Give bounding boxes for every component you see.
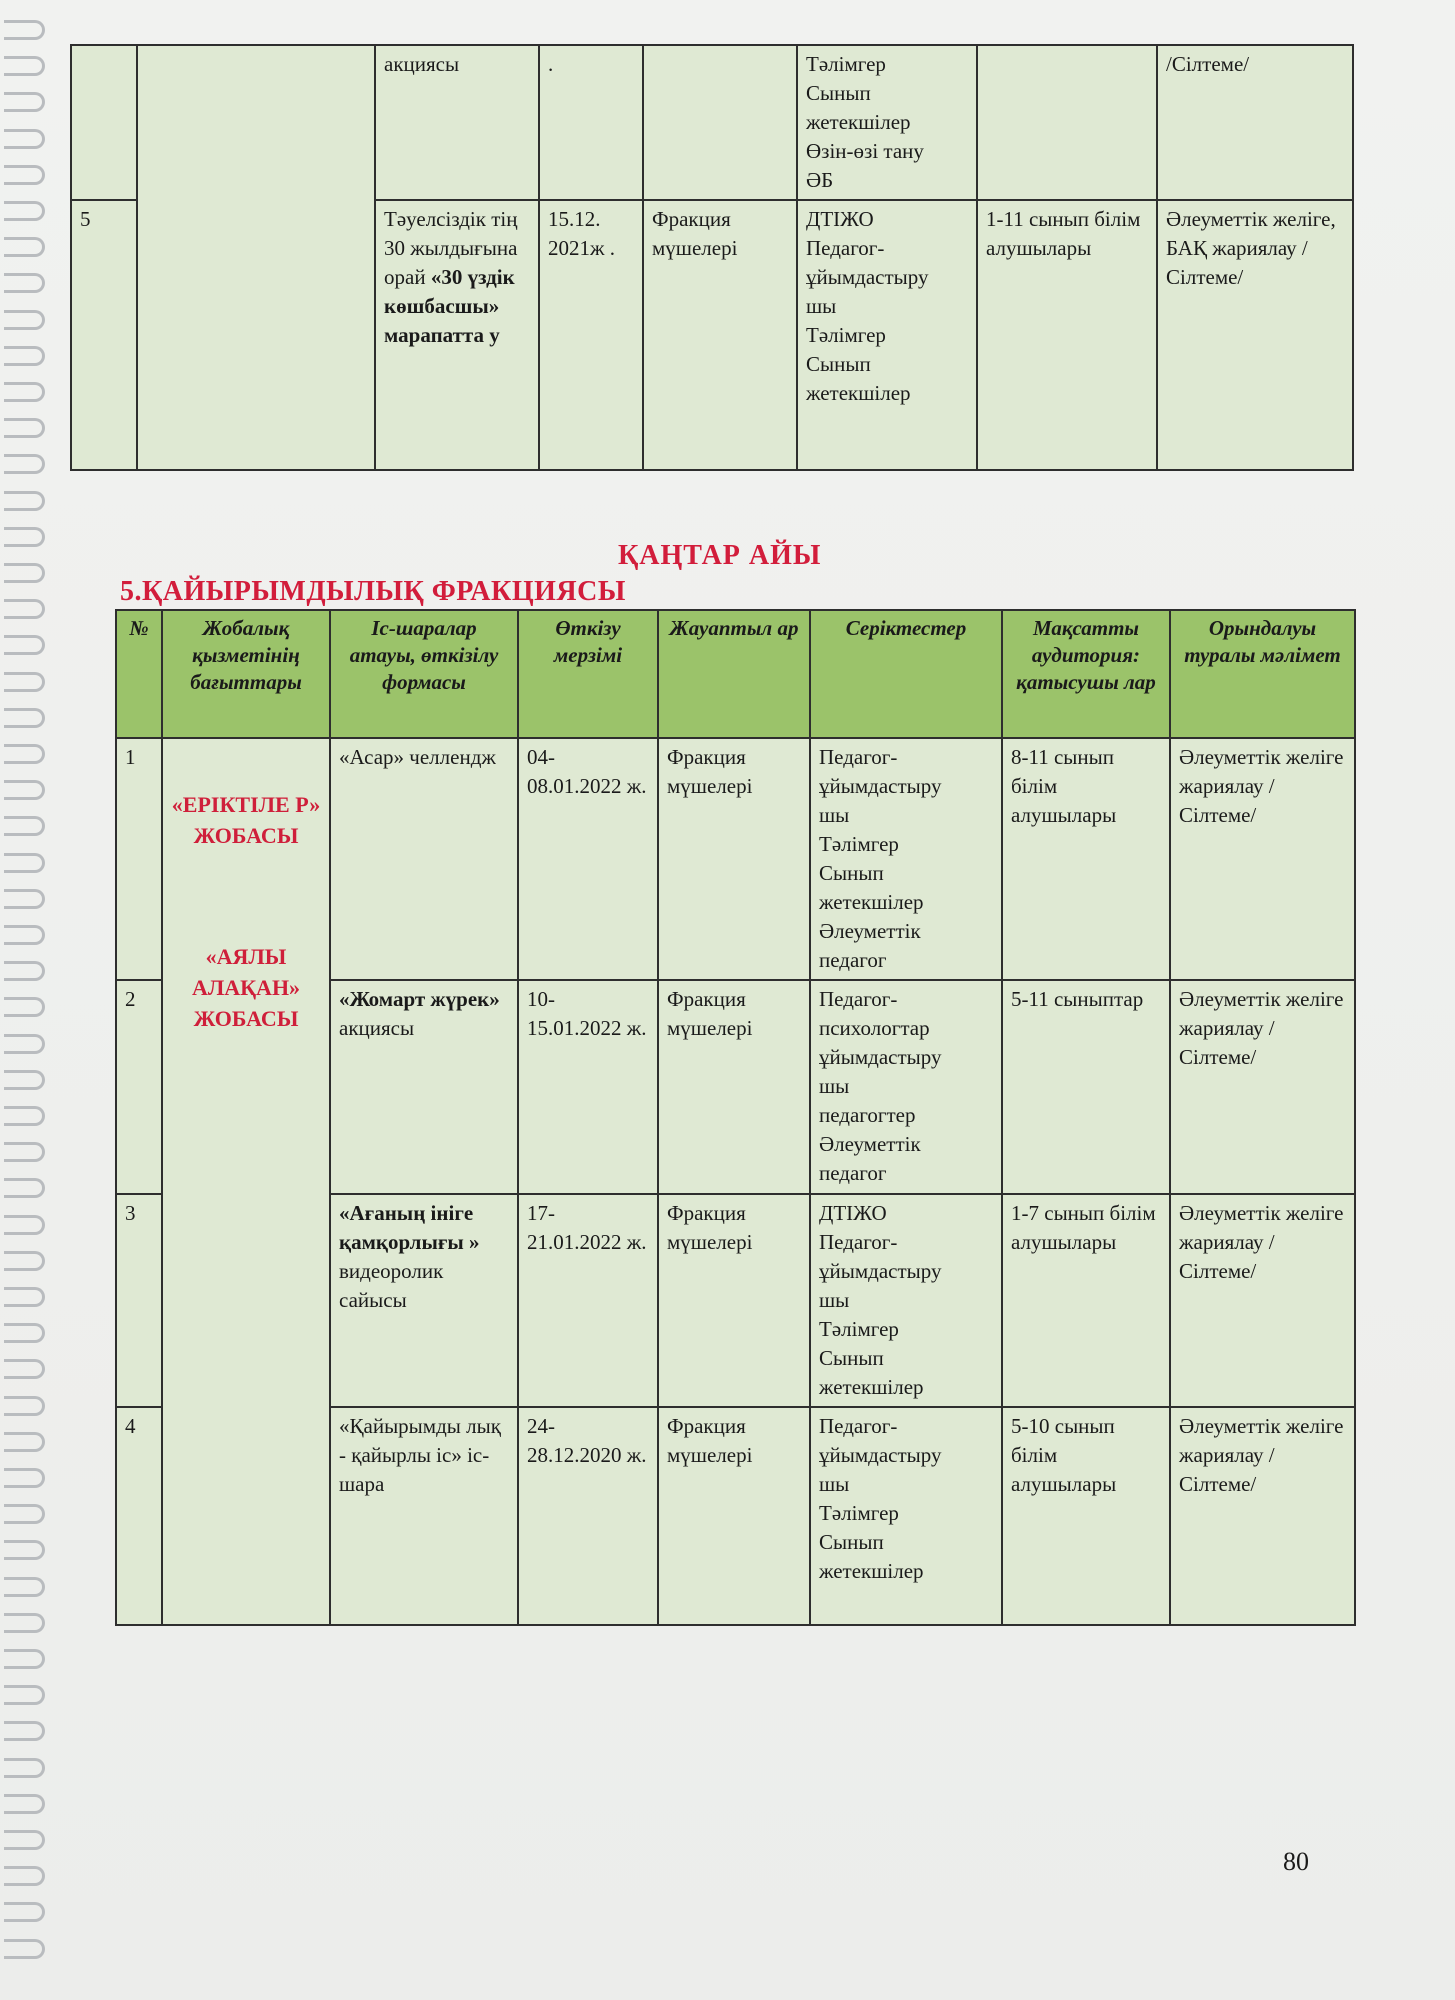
spiral-ring <box>4 273 45 293</box>
partner-line: Өзін-өзі тану <box>806 139 924 163</box>
spiral-ring <box>4 310 45 330</box>
spiral-ring <box>4 853 45 873</box>
spiral-ring <box>4 708 45 728</box>
partner-line: шы <box>819 1472 850 1496</box>
partner-line: педагог <box>819 1161 887 1185</box>
partner-line: жетекшілер <box>819 1559 924 1583</box>
partner-line: Педагог- <box>819 987 898 1011</box>
partner-line: Тәлімгер <box>806 323 886 347</box>
partner-line: Сынып <box>806 81 871 105</box>
partner-line: педагог <box>819 948 887 972</box>
faction-heading: 5.ҚАЙЫРЫМДЫЛЫҚ ФРАКЦИЯСЫ <box>120 576 626 607</box>
partner-line: Педагог- <box>819 745 898 769</box>
spiral-ring <box>4 1215 45 1235</box>
event-text: акциясы <box>384 52 460 76</box>
cell-event <box>330 1407 518 1625</box>
spiral-ring <box>4 1106 45 1126</box>
spiral-ring <box>4 1866 45 1886</box>
spiral-ring <box>4 1142 45 1162</box>
spiral-ring <box>4 1504 45 1524</box>
audience-text: 5-11 сыныптар <box>1002 980 1170 1194</box>
cell-info <box>1157 200 1353 470</box>
spiral-ring <box>4 1070 45 1090</box>
spiral-ring <box>4 1287 45 1307</box>
event-title: «30 үздік көшбасшы» марапатта у <box>384 265 515 347</box>
row-number: 1 <box>116 738 162 980</box>
spiral-ring <box>4 1685 45 1705</box>
spiral-ring <box>4 635 45 655</box>
date-text: 17-21.01.2022 ж. <box>518 1194 658 1407</box>
table-row <box>116 738 1355 980</box>
partner-line: жетекшілер <box>819 1375 924 1399</box>
spiral-ring <box>4 997 45 1017</box>
partner-line: шы <box>806 294 837 318</box>
event-title: «Ағаның інігe қамқорлығы » <box>339 1201 480 1254</box>
spiral-ring <box>4 889 45 909</box>
cell-projects <box>162 738 330 1625</box>
spiral-ring <box>4 527 45 547</box>
event-text: акциясы <box>339 1016 415 1040</box>
partner-line: Тәлімгер <box>819 1317 899 1341</box>
partner-line: ұйымдастыру <box>819 1443 942 1467</box>
date-text: 10-15.01.2022 ж. <box>518 980 658 1194</box>
info-text: Әлеуметтік желіге жариялау /Сілтеме/ <box>1170 1194 1355 1407</box>
date-text: 15.12. 2021ж . <box>548 207 616 260</box>
partner-line: Педагог- <box>806 236 885 260</box>
partner-line: Сынып <box>806 352 871 376</box>
responsible-text: Фракция мүшелері <box>658 1194 810 1407</box>
spiral-ring <box>4 563 45 583</box>
info-text: Әлеуметтік желіге жариялау /Сілтеме/ <box>1170 980 1355 1194</box>
partner-line: Педагог- <box>819 1414 898 1438</box>
partner-line: ұйымдастыру <box>806 265 929 289</box>
spiral-ring <box>4 1251 45 1271</box>
spiral-ring <box>4 1396 45 1416</box>
spiral-ring <box>4 346 45 366</box>
partner-line: ұйымдастыру <box>819 1259 942 1283</box>
audience-text: 5-10 сынып білім алушылары <box>1002 1407 1170 1625</box>
spiral-ring <box>4 925 45 945</box>
spiral-ring <box>4 1613 45 1633</box>
header-num: № <box>116 610 162 738</box>
cell-num <box>71 45 137 200</box>
spiral-ring <box>4 1468 45 1488</box>
event-text: Тәуелсіздік тің 30 жылдығына орай <box>384 207 518 289</box>
spiral-ring <box>4 1178 45 1198</box>
spiral-ring <box>4 1939 45 1959</box>
spiral-ring <box>4 961 45 981</box>
date-text: . <box>548 52 554 76</box>
date-text: 04-08.01.2022 ж. <box>518 738 658 980</box>
header-direction: Жобалық қызметінің бағыттары <box>162 610 330 738</box>
cell-event <box>330 980 518 1194</box>
spiral-ring <box>4 1359 45 1379</box>
event-text: видеоролик сайысы <box>339 1259 444 1312</box>
partner-line: педагогтер <box>819 1103 916 1127</box>
partner-line: Әлеуметтік <box>819 919 921 943</box>
spiral-ring <box>4 1432 45 1452</box>
cell-date <box>539 45 643 200</box>
spiral-ring <box>4 418 45 438</box>
spiral-ring <box>4 1794 45 1814</box>
spiral-ring <box>4 599 45 619</box>
cell-event <box>375 200 539 470</box>
page-number: 80 <box>1283 1847 1309 1876</box>
cell-partners <box>797 45 977 200</box>
spiral-ring <box>4 1540 45 1560</box>
cell-partners <box>810 1407 1002 1625</box>
cell-audience <box>977 45 1157 200</box>
partner-line: шы <box>819 1288 850 1312</box>
cell-audience <box>977 200 1157 470</box>
info-text: Әлеуметтік желіге жариялау /Сілтеме/ <box>1170 1407 1355 1625</box>
top-table <box>70 44 1354 471</box>
audience-text: 8-11 сынып білім алушылары <box>1002 738 1170 980</box>
project-ayaly-alakan: «АЯЛЫ АЛАҚАН» ЖОБАСЫ <box>191 944 301 1031</box>
row-number: 2 <box>116 980 162 1194</box>
partner-line: Сынып <box>819 1530 884 1554</box>
partner-line: Педагог- <box>819 1230 898 1254</box>
table-row <box>71 45 1353 200</box>
spiral-ring <box>4 1323 45 1343</box>
cell-direction <box>137 45 375 470</box>
spiral-ring <box>4 491 45 511</box>
spiral-ring <box>4 672 45 692</box>
spiral-ring <box>4 1830 45 1850</box>
partner-line: Әлеуметтік <box>819 1132 921 1156</box>
event-text: «Қайырымды лық - қайырлы іс» іс-шара <box>339 1414 501 1496</box>
header-event: Іс-шаралар атауы, өткізілу формасы <box>330 610 518 738</box>
spiral-ring <box>4 20 45 40</box>
event-text: «Асар» челлендж <box>339 745 496 769</box>
spiral-ring <box>4 201 45 221</box>
spiral-ring <box>4 1721 45 1741</box>
header-date: Өткізу мерзімі <box>518 610 658 738</box>
cell-date <box>539 200 643 470</box>
cell-responsible <box>643 200 797 470</box>
partner-line: ДТІЖО <box>806 207 874 231</box>
partner-line: шы <box>819 803 850 827</box>
header-row <box>116 610 1355 738</box>
responsible-text: Фракция мүшелері <box>658 980 810 1194</box>
spiral-ring <box>4 56 45 76</box>
date-text: 24-28.12.2020 ж. <box>518 1407 658 1625</box>
spiral-ring <box>4 454 45 474</box>
cell-partners <box>797 200 977 470</box>
partner-line: жетекшілер <box>806 110 911 134</box>
partner-line: шы <box>819 1074 850 1098</box>
cell-partners <box>810 980 1002 1194</box>
responsible-text: Фракция мүшелері <box>658 1407 810 1625</box>
spiral-ring <box>4 1758 45 1778</box>
spiral-binding <box>0 20 60 1980</box>
partner-line: ӘБ <box>806 168 834 192</box>
cell-event <box>375 45 539 200</box>
partner-line: Тәлімгер <box>819 1501 899 1525</box>
responsible-text: Фракция мүшелері <box>652 207 738 260</box>
header-responsible: Жауаптыл ар <box>658 610 810 738</box>
spiral-ring <box>4 780 45 800</box>
cell-event <box>330 1194 518 1407</box>
partner-line: Сынып <box>819 861 884 885</box>
partner-line: ДТІЖО <box>819 1201 887 1225</box>
audience-text: 1-11 сынып білім алушылары <box>986 207 1141 260</box>
info-text: Әлеуметтік желіге, БАҚ жариялау /Сілтеме/ <box>1166 207 1336 289</box>
info-text: /Сілтеме/ <box>1166 52 1250 76</box>
info-text: Әлеуметтік желіге жариялау /Сілтеме/ <box>1170 738 1355 980</box>
project-volunteers: «ЕРІКТІЛЕ Р» ЖОБАСЫ <box>171 792 321 848</box>
row-number: 4 <box>116 1407 162 1625</box>
cell-partners <box>810 738 1002 980</box>
audience-text: 1-7 сынып білім алушылары <box>1002 1194 1170 1407</box>
event-title: «Жомарт жүрек» <box>339 987 500 1011</box>
month-heading: ҚАҢТАР АЙЫ <box>618 540 822 571</box>
spiral-ring <box>4 382 45 402</box>
main-table <box>115 609 1356 1626</box>
cell-num <box>71 200 137 470</box>
partner-line: ұйымдастыру <box>819 1045 942 1069</box>
partner-line: жетекшілер <box>819 890 924 914</box>
spiral-ring <box>4 1902 45 1922</box>
cell-event <box>330 738 518 980</box>
spiral-ring <box>4 1034 45 1054</box>
cell-responsible <box>643 45 797 200</box>
responsible-text: Фракция мүшелері <box>658 738 810 980</box>
spiral-ring <box>4 816 45 836</box>
row-number: 3 <box>116 1194 162 1407</box>
partner-line: Тәлімгер <box>806 52 886 76</box>
partner-line: психологтар <box>819 1016 930 1040</box>
spiral-ring <box>4 129 45 149</box>
partner-line: жетекшілер <box>806 381 911 405</box>
spiral-ring <box>4 92 45 112</box>
spiral-ring <box>4 744 45 764</box>
cell-partners <box>810 1194 1002 1407</box>
cell-info <box>1157 45 1353 200</box>
spiral-ring <box>4 1577 45 1597</box>
header-info: Орындалуы туралы мәлімет <box>1170 610 1355 738</box>
spiral-ring <box>4 237 45 257</box>
partner-line: Тәлімгер <box>819 832 899 856</box>
spiral-ring <box>4 165 45 185</box>
header-audience: Мақсатты аудитория: қатысушы лар <box>1002 610 1170 738</box>
partner-line: ұйымдастыру <box>819 774 942 798</box>
header-partners: Серіктестер <box>810 610 1002 738</box>
row-number: 5 <box>80 207 91 231</box>
partner-line: Сынып <box>819 1346 884 1370</box>
spiral-ring <box>4 1649 45 1669</box>
